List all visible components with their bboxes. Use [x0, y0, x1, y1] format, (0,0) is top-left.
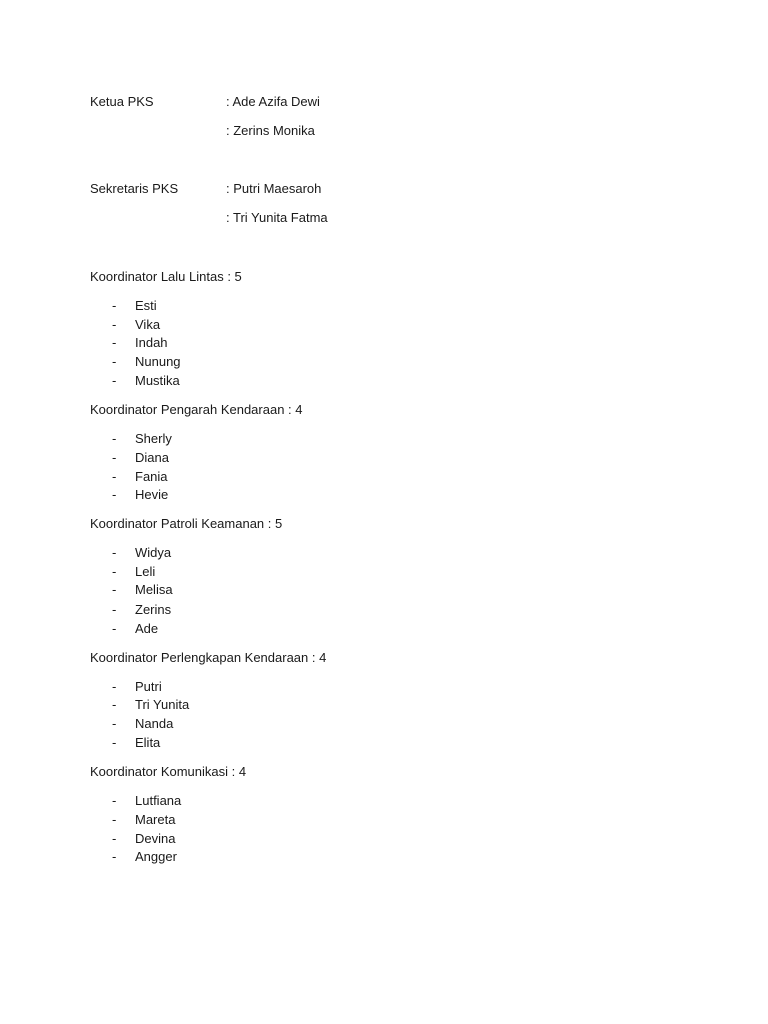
section-heading-patroli-keamanan: Koordinator Patroli Keamanan : 5 — [90, 516, 283, 531]
list-item: Esti — [135, 298, 157, 313]
ketua-value-2: : Zerins Monika — [226, 123, 315, 138]
section-heading-pengarah-kendaraan: Koordinator Pengarah Kendaraan : 4 — [90, 402, 303, 417]
bullet-marker: - — [112, 373, 117, 388]
bullet-marker: - — [112, 621, 117, 636]
bullet-marker: - — [112, 793, 117, 808]
sekretaris-label: Sekretaris PKS — [90, 181, 179, 196]
bullet-marker: - — [112, 812, 117, 827]
bullet-marker: - — [112, 735, 117, 750]
sekretaris-value-2: : Tri Yunita Fatma — [226, 210, 328, 225]
list-item: Mareta — [135, 812, 176, 827]
list-item: Putri — [135, 679, 162, 694]
list-item: Fania — [135, 469, 168, 484]
bullet-marker: - — [112, 564, 117, 579]
list-item: Angger — [135, 849, 177, 864]
bullet-marker: - — [112, 298, 117, 313]
bullet-marker: - — [112, 469, 117, 484]
list-item: Ade — [135, 621, 159, 636]
list-item: Mustika — [135, 373, 180, 388]
bullet-marker: - — [112, 545, 117, 560]
list-item: Tri Yunita — [135, 697, 190, 712]
bullet-marker: - — [112, 697, 117, 712]
bullet-marker: - — [112, 679, 117, 694]
bullet-marker: - — [112, 602, 117, 617]
bullet-marker: - — [112, 317, 117, 332]
section-heading-komunikasi: Koordinator Komunikasi : 4 — [90, 764, 247, 779]
bullet-marker: - — [112, 431, 117, 446]
section-heading-lalu-lintas: Koordinator Lalu Lintas : 5 — [90, 269, 242, 284]
list-item: Leli — [135, 564, 156, 579]
list-item: Indah — [135, 335, 168, 350]
bullet-marker: - — [112, 335, 117, 350]
list-item: Lutfiana — [135, 793, 182, 808]
list-item: Nanda — [135, 716, 174, 731]
list-item: Devina — [135, 831, 176, 846]
bullet-marker: - — [112, 487, 117, 502]
list-item: Sherly — [135, 431, 172, 446]
list-item: Elita — [135, 735, 161, 750]
list-item: Nunung — [135, 354, 181, 369]
bullet-marker: - — [112, 849, 117, 864]
bullet-marker: - — [112, 831, 117, 846]
list-item: Hevie — [135, 487, 169, 502]
list-item: Melisa — [135, 582, 173, 597]
ketua-label: Ketua PKS — [90, 94, 154, 109]
bullet-marker: - — [112, 450, 117, 465]
list-item: Widya — [135, 545, 172, 560]
ketua-value-1: : Ade Azifa Dewi — [226, 94, 320, 109]
list-item: Vika — [135, 317, 161, 332]
list-item: Diana — [135, 450, 169, 465]
section-heading-perlengkapan-kendaraan: Koordinator Perlengkapan Kendaraan : 4 — [90, 650, 327, 665]
sekretaris-value-1: : Putri Maesaroh — [226, 181, 322, 196]
bullet-marker: - — [112, 354, 117, 369]
bullet-marker: - — [112, 716, 117, 731]
list-item: Zerins — [135, 602, 172, 617]
bullet-marker: - — [112, 582, 117, 597]
